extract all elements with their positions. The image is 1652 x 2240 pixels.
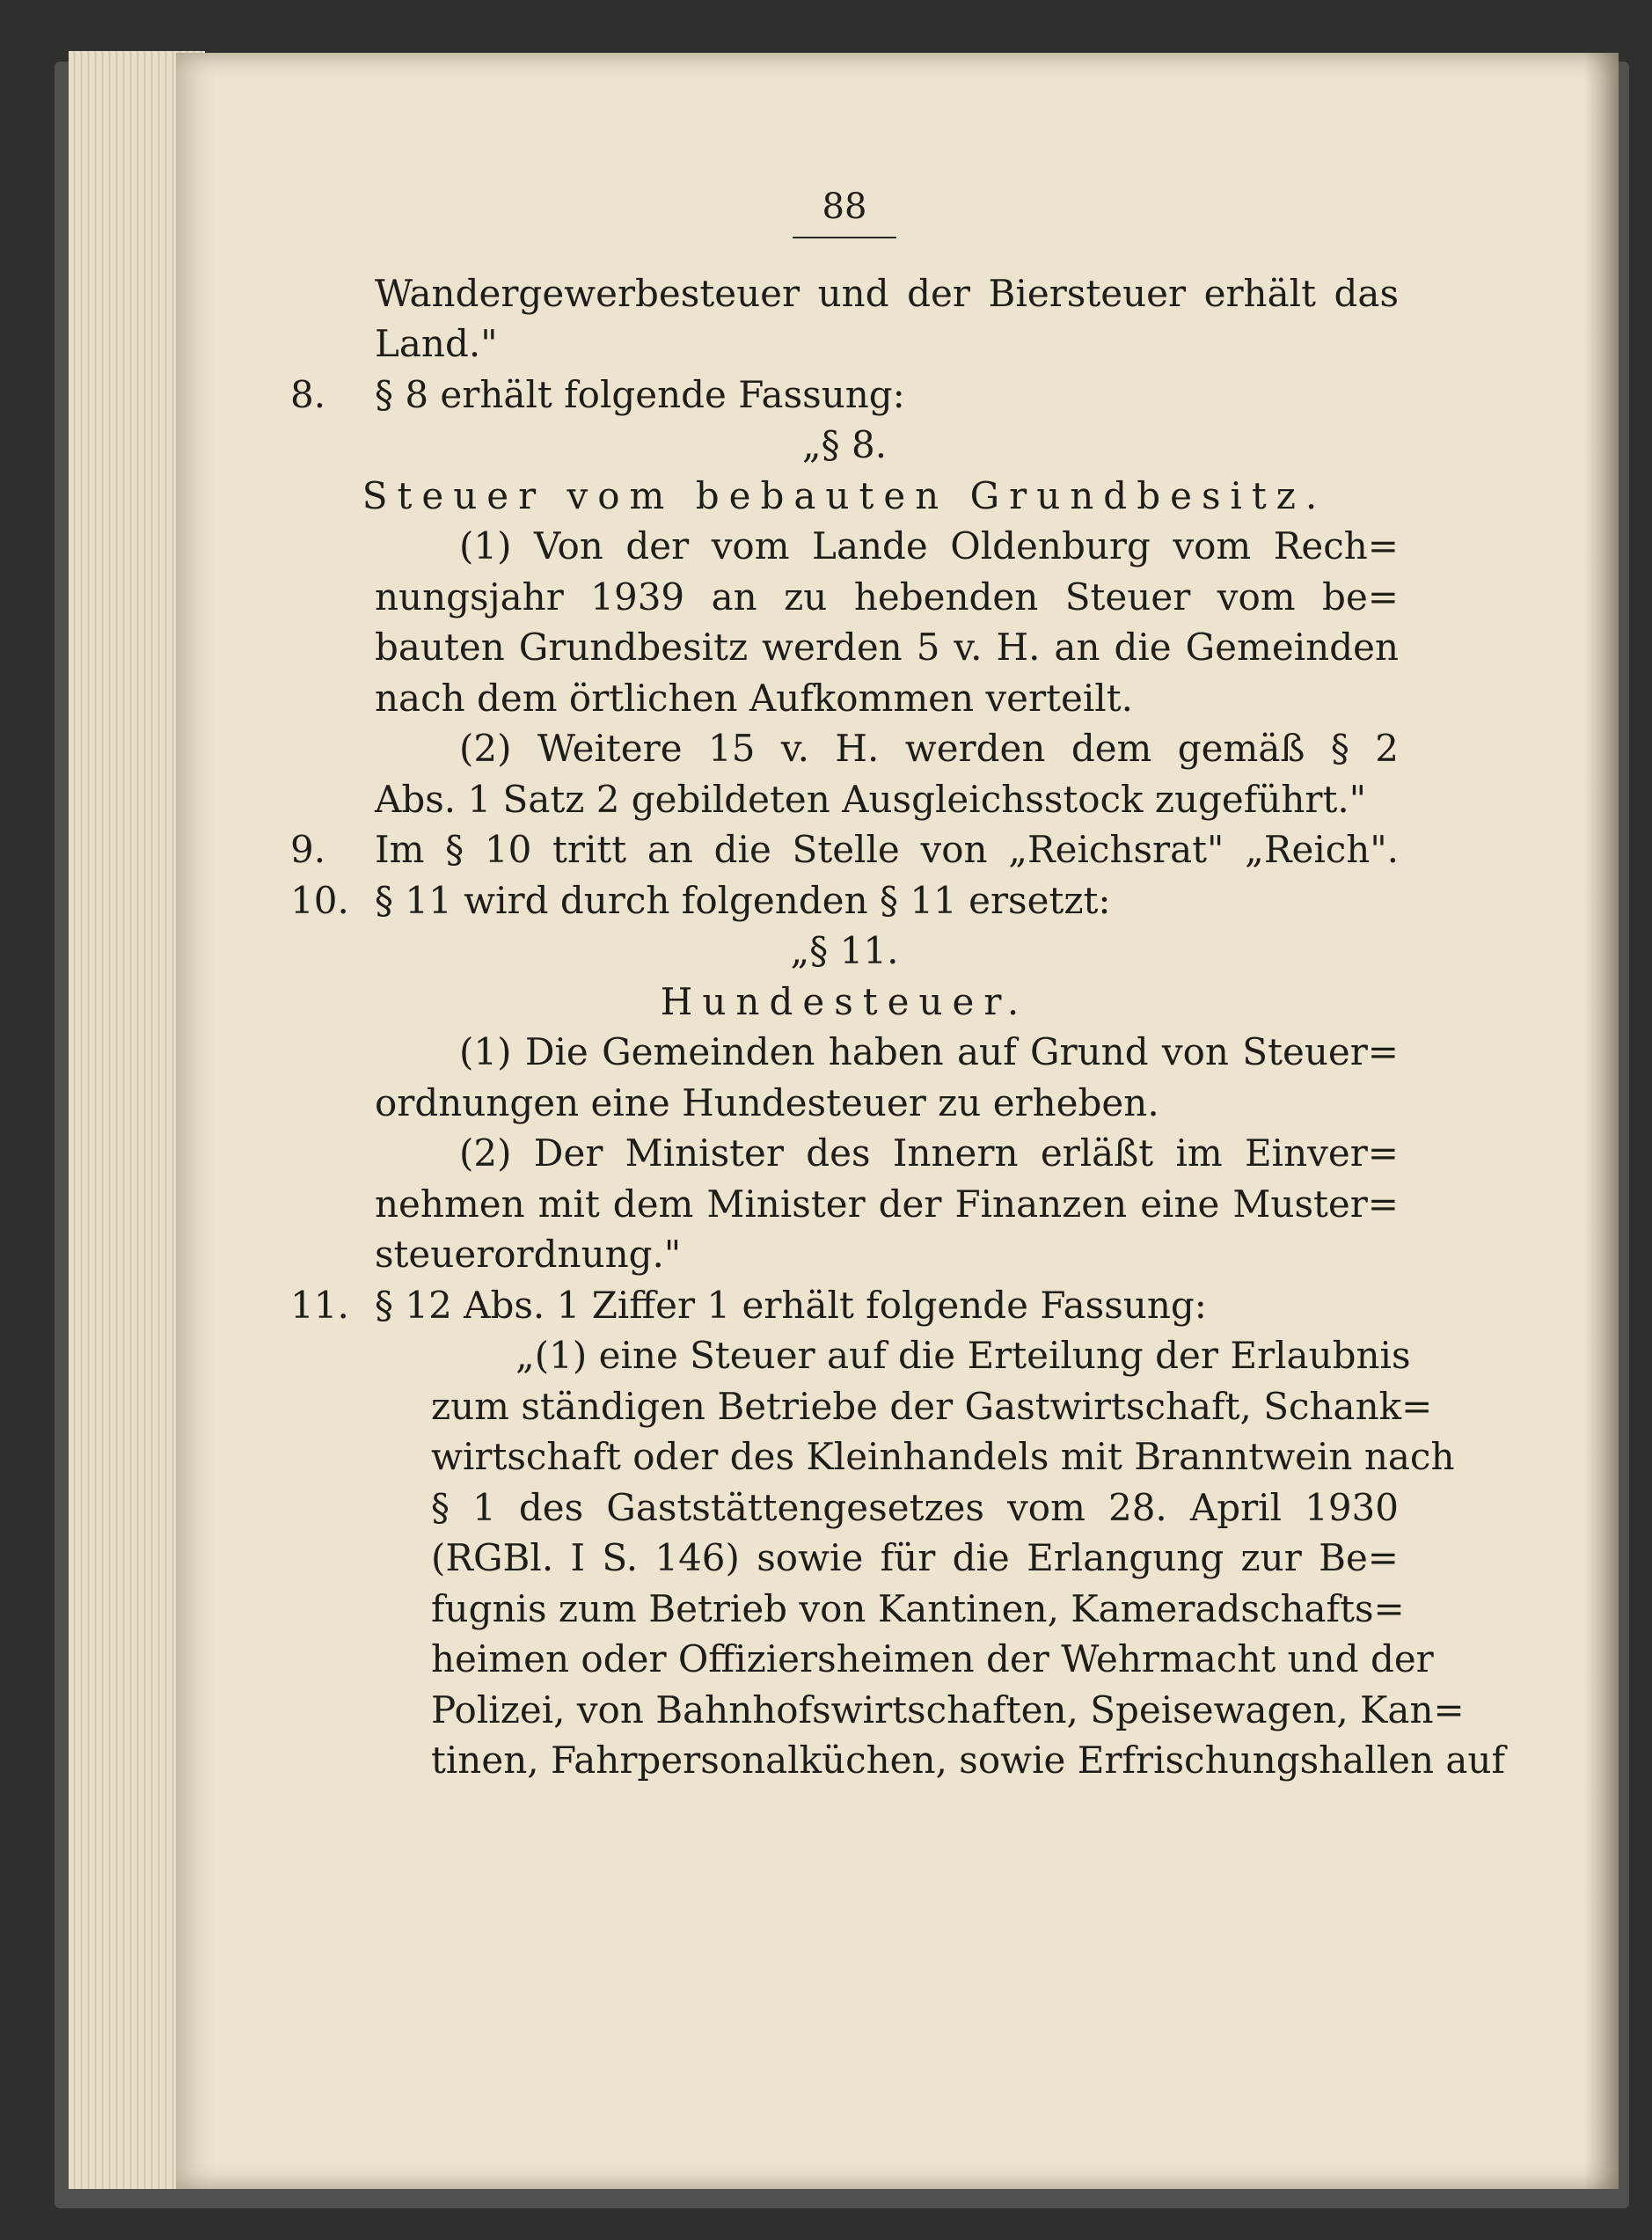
text-line: zum ständigen Betriebe der Gastwirtschaft, Schank= <box>431 1384 1433 1428</box>
item-number: 9. <box>290 828 326 871</box>
text-line: (RGBl. I S. 146) sowie für die Erlangung zur Be= <box>431 1536 1399 1579</box>
item-number: 8. <box>290 372 326 416</box>
section-heading: Steuer vom bebauten Grundbesitz. <box>362 473 1327 517</box>
text-line: Abs. 1 Satz 2 gebildeten Ausgleichsstock zugeführt." <box>375 777 1367 821</box>
text-line: nach dem örtlichen Aufkommen verteilt. <box>375 676 1133 720</box>
item-number: 11. <box>290 1283 349 1327</box>
text-line: (2) Der Minister des Innern erläßt im Einver= <box>459 1131 1399 1175</box>
text-line: steuerordnung." <box>375 1233 682 1276</box>
text-line: tinen, Fahrpersonalküchen, sowie Erfrischungshallen auf <box>431 1739 1506 1782</box>
text-line: ordnungen eine Hundesteuer zu erheben. <box>375 1080 1159 1124</box>
text-line: (1) Von der vom Lande Oldenburg vom Rech= <box>459 524 1399 567</box>
list-item: 8. § 8 erhält folgende Fassung: <box>290 370 1399 421</box>
list-item: 11. § 12 Abs. 1 Ziffer 1 erhält folgende Fassung: <box>290 1280 1399 1331</box>
item-number: 10. <box>290 878 349 922</box>
text-line: wirtschaft oder des Kleinhandels mit Branntwein nach <box>431 1435 1455 1478</box>
text-line: Wandergewerbesteuer und der Biersteuer erhält das <box>375 271 1399 315</box>
section-heading: Hundesteuer. <box>660 979 1029 1023</box>
text-line: fugnis zum Betrieb von Kantinen, Kameradschafts= <box>431 1586 1405 1630</box>
text-line: (1) Die Gemeinden haben auf Grund von Steuer= <box>459 1030 1399 1073</box>
section-number: „§ 11. <box>790 929 899 972</box>
list-item: 10. § 11 wird durch folgenden § 11 ersetzt: <box>290 875 1399 926</box>
page-number: 88 <box>290 180 1399 238</box>
text-line: bauten Grundbesitz werden 5 v. H. an die Gemeinden <box>375 626 1399 669</box>
text-line: Land." <box>375 322 498 365</box>
list-item: 9. Im § 10 tritt an die Stelle von „Reichsrat" „Reich". <box>290 824 1399 875</box>
section-number: „§ 8. <box>801 423 888 466</box>
text-line: heimen oder Offiziersheimen der Wehrmacht und der <box>431 1637 1434 1680</box>
page-text <box>290 180 1506 1786</box>
text-line: Polizei, von Bahnhofswirtschaften, Speisewagen, Kan= <box>431 1687 1465 1731</box>
text-line: nungsjahr 1939 an zu hebenden Steuer vom be= <box>375 575 1399 619</box>
text-line: § 1 des Gaststättengesetzes vom 28. April 1930 <box>431 1485 1399 1529</box>
text-line: (2) Weitere 15 v. H. werden dem gemäß § 2 <box>459 727 1399 770</box>
text-line: „(1) eine Steuer auf die Erteilung der Erlaubnis <box>515 1334 1411 1377</box>
text-line: nehmen mit dem Minister der Finanzen eine Muster= <box>375 1182 1399 1226</box>
